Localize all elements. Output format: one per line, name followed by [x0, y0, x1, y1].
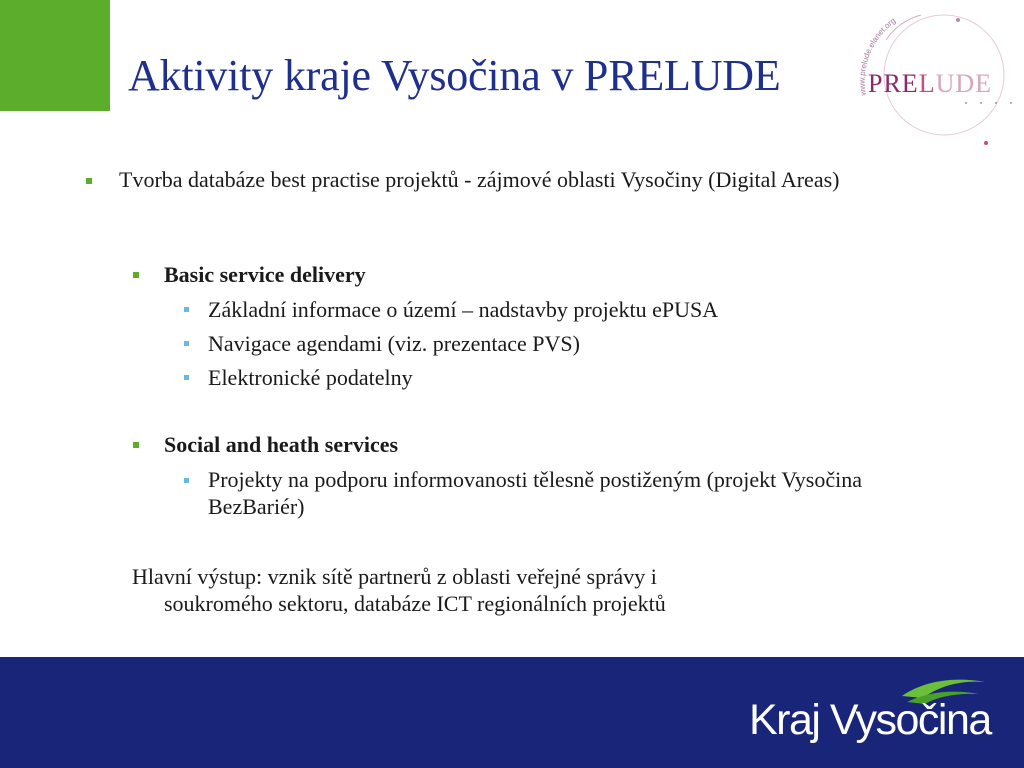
bullet-icon — [133, 272, 139, 278]
bullet-icon — [184, 375, 189, 380]
list-item-level1: Tvorba databáze best practise projektů - zájmové oblasti Vysočiny (Digital Areas) — [119, 167, 840, 192]
prelude-url-text: www.prelude.elanet.org — [857, 16, 898, 97]
bullet-icon — [184, 307, 189, 312]
list-item: Navigace agendami (viz. prezentace PVS) — [208, 331, 580, 356]
output-line-2: soukromého sektoru, databáze ICT regionálních projektů — [164, 591, 666, 616]
kraj-vysocina-logo-text: Kraj Vysočina — [749, 696, 991, 744]
main-output-text — [132, 563, 912, 617]
section-heading: Social and heath services — [164, 432, 399, 457]
list-item: Základní informace o území – nadstavby projektu ePUSA — [208, 297, 719, 322]
list-item: Elektronické podatelny — [208, 365, 413, 390]
bullet-icon — [184, 341, 189, 346]
bullet-icon — [184, 478, 189, 483]
bullet-icon — [86, 178, 92, 184]
slide-title: Aktivity kraje Vysočina v PRELUDE — [128, 51, 781, 100]
output-line-1: Hlavní výstup: vznik sítě partnerů z oblasti veřejné správy i — [132, 564, 657, 589]
prelude-wordmark: PRELUDE — [868, 69, 993, 98]
section-heading: Basic service delivery — [164, 262, 366, 287]
list-item: Projekty na podporu informovanosti tělesně postiženým (projekt Vysočina BezBariér) — [208, 467, 862, 519]
bullet-icon — [133, 442, 139, 448]
